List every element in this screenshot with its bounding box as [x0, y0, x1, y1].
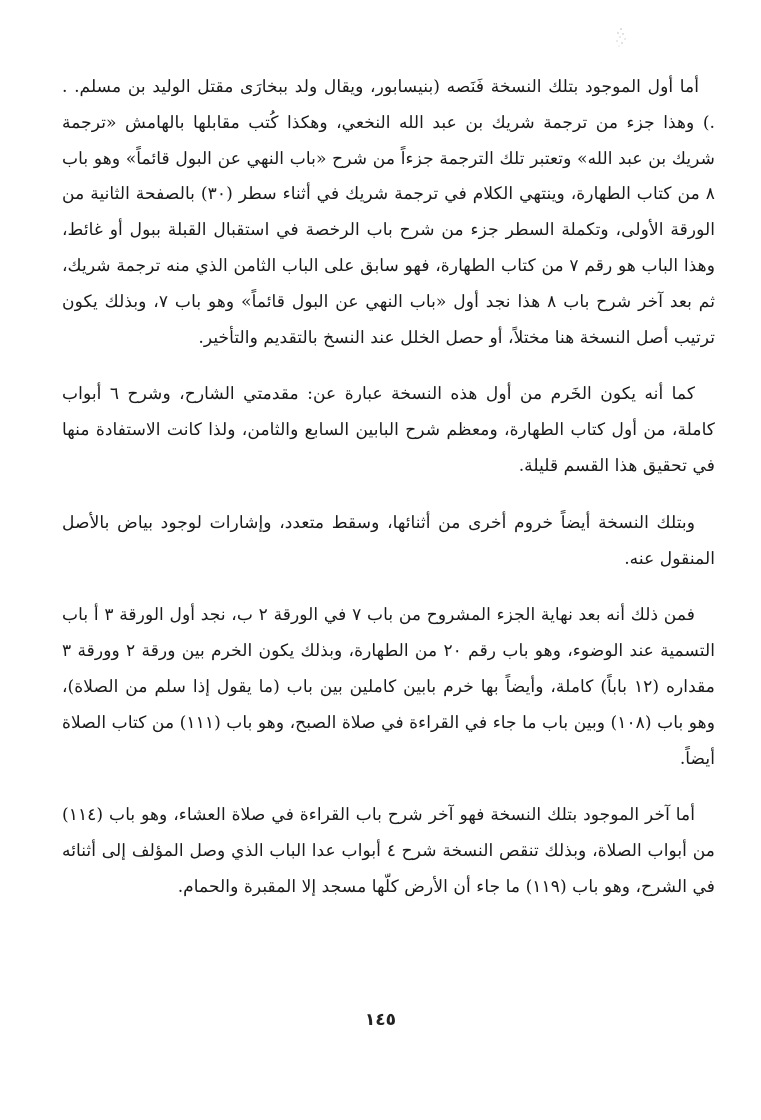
page-number: ١٤٥	[364, 1010, 397, 1030]
paragraph-gap-examples: فمن ذلك أنه بعد نهاية الجزء المشروح من باب ٧ في الورقة ٢ ب، نجد أول الورقة ٣ أ باب التسمية عند الوضوء، وهو باب رقم ٢٠ من الطهارة، وبذلك يكون الخرم بين ورقة ٢ وورقة ٣ مقداره (١٢ باباً) كاملة، وأيضاً بها خرم بابين كاملين بين باب (ما يقول إذا سلم من الصلاة)، وهو باب (١٠٨) وبين باب ما جاء في القراءة في صلاة الصبح، وهو باب (١١١) من كتاب الصلاة أيضاً.	[62, 605, 716, 769]
paragraph-missing-section: كما أنه يكون الخَرم من أول هذه النسخة عبارة عن: مقدمتي الشارح، وشرح ٦ أبواب كاملة، من أول كتاب الطهارة، ومعظم شرح البابين السابع والثامن، ولذا كانت الاستفادة منها في تحقيق هذا القسم قليلة.	[62, 384, 715, 476]
book-page-body	[62, 70, 715, 1070]
paragraph-manuscript-start: أما أول الموجود بتلك النسخة فَنَصه (بنيسابور، ويقال ولد ببخارَى مقتل الوليد بن مسلم. . .) وهذا جزء من ترجمة شريك بن عبد الله النخعي، وهكذا كُتب مقابلها بالهامش «ترجمة شريك بن عبد الله» وتعتبر تلك الترجمة جزءاً من شرح «باب النهي عن البول قائماً» وهو باب ٨ من كتاب الطهارة، وينتهي الكلام في ترجمة شريك في أثناء سطر (٣٠) بالصفحة الثانية من الورقة الأولى، وتكملة السطر جزء من شرح باب الرخصة في استقبال القبلة ببول أو غائط، وهذا الباب هو رقم ٧ من كتاب الطهارة، فهو سابق على الباب الثامن الذي منه ترجمة شريك، ثم بعد آخر شرح باب ٨ هذا نجد أول «باب النهي عن البول قائماً» وهو باب ٧، وبذلك يكون ترتيب أصل النسخة هنا مختلاً، أو حصل الخلل عند النسخ بالتقديم والتأخير.	[62, 77, 716, 348]
paper-speck-mark	[614, 26, 628, 48]
paragraph-manuscript-end: أما آخر الموجود بتلك النسخة فهو آخر شرح باب القراءة في صلاة العشاء، وهو باب (١١٤) من أبواب الصلاة، وبذلك تنقص النسخة شرح ٤ أبواب عدا الباب الذي وصل المؤلف إلى أثنائه في الشرح، وهو باب (١١٩) ما جاء أن الأرض كلّها مسجد إلا المقبرة والحمام.	[62, 805, 715, 897]
paragraph-other-gaps: وبتلك النسخة أيضاً خروم أخرى من أثنائها، وسقط متعدد، وإشارات لوجود بياض بالأصل المنقول عنه.	[62, 512, 715, 569]
